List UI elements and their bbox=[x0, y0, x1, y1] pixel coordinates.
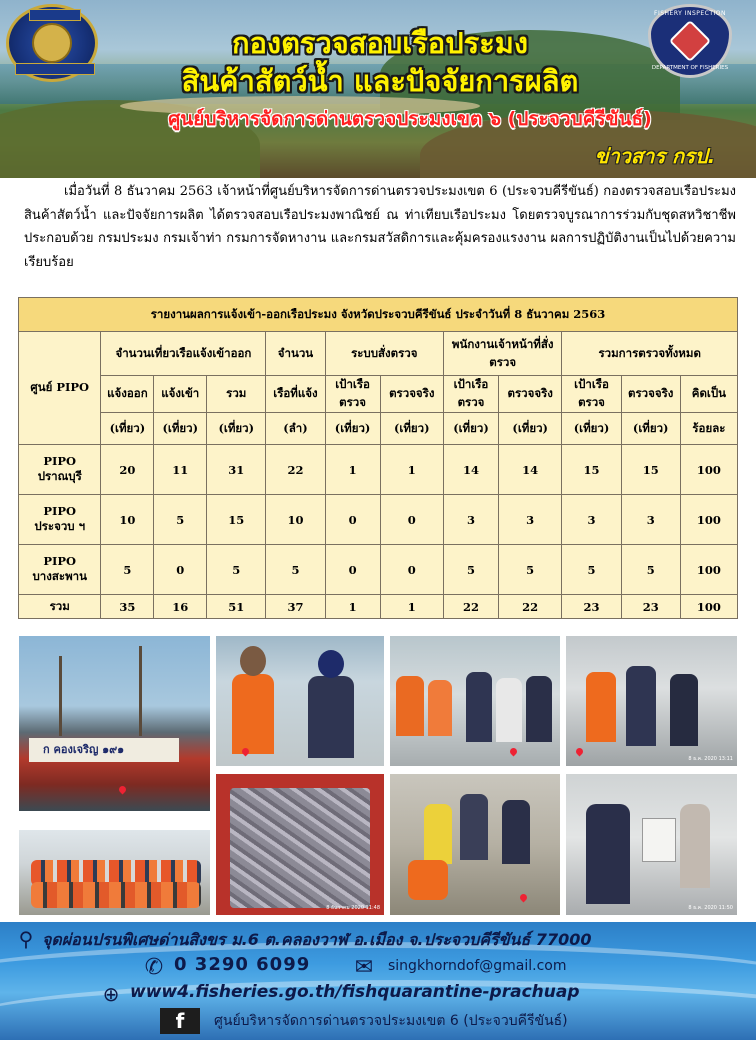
life-jacket bbox=[428, 680, 452, 736]
officer-cap bbox=[318, 650, 344, 678]
sub-out-header: แจ้งออก bbox=[101, 376, 154, 413]
officer-uniform bbox=[466, 672, 492, 742]
value-cell: 3 bbox=[498, 495, 561, 545]
document-sheet bbox=[642, 818, 676, 862]
unit-cell: (เที่ยว) bbox=[621, 413, 680, 445]
total-label-cell: รวม bbox=[19, 595, 101, 619]
value-cell: 1 bbox=[325, 445, 380, 495]
garuda-emblem-icon bbox=[32, 23, 72, 63]
value-cell: 100 bbox=[680, 495, 737, 545]
table-row bbox=[19, 545, 738, 595]
officer-uniform bbox=[670, 674, 698, 746]
value-cell: 5 bbox=[498, 545, 561, 595]
value-cell: 5 bbox=[444, 545, 499, 595]
title-line-2: สินค้าสัตว์น้ำ และปัจจัยการผลิต bbox=[181, 64, 579, 98]
life-jacket bbox=[424, 804, 452, 864]
photo-inspection-3 bbox=[566, 636, 737, 766]
unit-cell: (เที่ยว) bbox=[380, 413, 443, 445]
table-total-row bbox=[19, 595, 738, 619]
officer-uniform bbox=[526, 676, 552, 742]
subtitle: ศูนย์บริหารจัดการด่านตรวจประมงเขต ๖ (ประจวบคีรีขันธ์) bbox=[168, 108, 652, 130]
value-cell: 11 bbox=[154, 445, 207, 495]
header-banner bbox=[0, 0, 756, 178]
value-cell: 23 bbox=[562, 595, 621, 619]
sub-sum-header: รวม bbox=[207, 376, 266, 413]
intro-paragraph: เมื่อวันที่ 8 ธันวาคม 2563 เจ้าหน้าที่ศูนย์บริหารจัดการด่านตรวจประมงเขต 6 (ประจวบคีรีขันธ์) กองตรวจสอบเรือประมง สินค้าสัตว์น้ำ และปัจจัยการผลิต ได้ตรวจสอบเรือประมงพาณิชย์ ณ ท่าเทียบเรือประมง โดยตรวจบูรณาการร่วมกับชุดสหวิชาชีพ ประกอบด้วย กรมประมง กรมเจ้าท่า กรมการจัดหางาน และกรมสวัสดิการและคุ้มครองแรงงาน ผลการปฏิบัติงานเป็นไปด้วยความเรียบร้อย bbox=[24, 184, 736, 270]
value-cell: 37 bbox=[266, 595, 325, 619]
report-table bbox=[18, 297, 738, 619]
photo-inspection-5 bbox=[566, 774, 737, 915]
photo-fishing-boat bbox=[19, 636, 210, 811]
globe-icon: ⊕ bbox=[102, 982, 120, 1006]
value-cell: 3 bbox=[444, 495, 499, 545]
value-cell: 15 bbox=[207, 495, 266, 545]
life-jacket bbox=[232, 674, 274, 754]
group-total-header: รวมการตรวจทั้งหมด bbox=[562, 332, 738, 376]
badge-star-icon bbox=[669, 20, 711, 62]
photo-worker-group bbox=[19, 830, 210, 915]
sub-target-header: เป้าเรือ ตรวจ bbox=[325, 376, 380, 413]
unit-cell: (ลำ) bbox=[266, 413, 325, 445]
life-jacket bbox=[586, 672, 616, 742]
photo-timestamp: 8 ธันวาคม 2020 11:48 bbox=[326, 905, 380, 911]
sub-actual-header: ตรวจจริง bbox=[621, 376, 680, 413]
officer-uniform bbox=[460, 794, 488, 860]
table-caption-row bbox=[19, 298, 738, 332]
value-cell: 100 bbox=[680, 545, 737, 595]
unit-cell: (เที่ยว) bbox=[562, 413, 621, 445]
department-of-fisheries-logo bbox=[6, 4, 98, 82]
value-cell: 100 bbox=[680, 445, 737, 495]
value-cell: 15 bbox=[562, 445, 621, 495]
center-name-cell: PIPO บางสะพาน bbox=[19, 545, 101, 595]
value-cell: 0 bbox=[154, 545, 207, 595]
value-cell: 0 bbox=[325, 545, 380, 595]
photo-timestamp: 8 ธ.ค. 2020 13:11 bbox=[688, 756, 733, 762]
boat-mast bbox=[59, 656, 62, 736]
map-pin-icon bbox=[575, 747, 585, 757]
table-caption: รายงานผลการแจ้งเข้า-ออกเรือประมง จังหวัดประจวบคีรีขันธ์ ประจำวันที่ 8 ธันวาคม 2563 bbox=[19, 298, 738, 332]
value-cell: 35 bbox=[101, 595, 154, 619]
unit-cell: (เที่ยว) bbox=[498, 413, 561, 445]
news-tag: ข่าวสาร กรป. bbox=[594, 144, 716, 168]
value-cell: 3 bbox=[562, 495, 621, 545]
boat-name: ก คองเจริญ ๑๙๑ bbox=[43, 743, 125, 756]
photo-inspection-2 bbox=[390, 636, 560, 766]
value-cell: 5 bbox=[154, 495, 207, 545]
life-jacket bbox=[396, 676, 424, 736]
boat-mast bbox=[139, 646, 142, 736]
sub-actual-header: ตรวจจริง bbox=[498, 376, 561, 413]
value-cell: 16 bbox=[154, 595, 207, 619]
person-shirt bbox=[496, 678, 522, 742]
footer-address: จุดผ่อนปรนพิเศษด่านสิงขร ม.6 ต.คลองวาฬ อ.เมือง จ.ประจวบคีรีขันธ์ 77000 bbox=[42, 930, 592, 949]
officer-uniform bbox=[502, 800, 530, 864]
value-cell: 100 bbox=[680, 595, 737, 619]
value-cell: 51 bbox=[207, 595, 266, 619]
value-cell: 5 bbox=[207, 545, 266, 595]
footer-website[interactable]: www4.fisheries.go.th/fishquarantine-prachuap bbox=[130, 982, 580, 1002]
value-cell: 23 bbox=[621, 595, 680, 619]
value-cell: 15 bbox=[621, 445, 680, 495]
unit-cell: (เที่ยว) bbox=[207, 413, 266, 445]
photo-inspection-1 bbox=[216, 636, 384, 766]
col-center-header: ศูนย์ PIPO bbox=[19, 332, 101, 445]
group-officer-header: พนักงานเจ้าหน้าที่สั่งตรวจ bbox=[444, 332, 562, 376]
value-cell: 0 bbox=[380, 545, 443, 595]
map-pin-icon bbox=[509, 747, 519, 757]
photo-inspection-4 bbox=[390, 774, 560, 915]
value-cell: 5 bbox=[101, 545, 154, 595]
group-count-header: จำนวน bbox=[266, 332, 325, 376]
table-row bbox=[19, 495, 738, 545]
group-system-header: ระบบสั่งตรวจ bbox=[325, 332, 443, 376]
footer-email[interactable]: singkhorndof@gmail.com bbox=[388, 958, 567, 974]
email-icon: ✉ bbox=[354, 954, 374, 980]
officer-uniform bbox=[626, 666, 656, 746]
value-cell: 1 bbox=[325, 595, 380, 619]
fishery-inspection-logo bbox=[648, 4, 732, 78]
map-pin-icon bbox=[519, 893, 529, 903]
person-head bbox=[240, 646, 266, 676]
sub-target-header: เป้าเรือ ตรวจ bbox=[562, 376, 621, 413]
phone-icon: ✆ bbox=[144, 954, 164, 980]
unit-cell: (เที่ยว) bbox=[101, 413, 154, 445]
title-line-1: กองตรวจสอบเรือประมง bbox=[231, 26, 529, 60]
value-cell: 14 bbox=[444, 445, 499, 495]
unit-cell: (เที่ยว) bbox=[154, 413, 207, 445]
crew-row bbox=[31, 882, 201, 908]
photo-fish-hold bbox=[216, 774, 384, 915]
table-unit-row bbox=[19, 413, 738, 445]
value-cell: 14 bbox=[498, 445, 561, 495]
contact-footer bbox=[0, 922, 756, 1040]
person-shirt bbox=[680, 804, 710, 888]
footer-facebook[interactable]: ศูนย์บริหารจัดการด่านตรวจประมงเขต 6 (ประจวบคีรีขันธ์) bbox=[214, 1013, 568, 1029]
sub-in-header: แจ้งเข้า bbox=[154, 376, 207, 413]
value-cell: 5 bbox=[562, 545, 621, 595]
officer-uniform bbox=[586, 804, 630, 904]
value-cell: 1 bbox=[380, 445, 443, 495]
unit-cell: (เที่ยว) bbox=[325, 413, 380, 445]
map-pin-icon: ⚲ bbox=[18, 927, 34, 951]
value-cell: 20 bbox=[101, 445, 154, 495]
officer-uniform bbox=[308, 676, 354, 758]
unit-cell: ร้อยละ bbox=[680, 413, 737, 445]
photo-timestamp: 8 ธ.ค. 2020 11:50 bbox=[688, 905, 733, 911]
value-cell: 5 bbox=[621, 545, 680, 595]
value-cell: 31 bbox=[207, 445, 266, 495]
value-cell: 10 bbox=[101, 495, 154, 545]
value-cell: 22 bbox=[266, 445, 325, 495]
value-cell: 3 bbox=[621, 495, 680, 545]
sub-percent-header: คิดเป็น bbox=[680, 376, 737, 413]
value-cell: 1 bbox=[380, 595, 443, 619]
sub-vessels-header: เรือที่แจ้ง bbox=[266, 376, 325, 413]
footer-phone: 0 3290 6099 bbox=[174, 954, 311, 975]
center-name-cell: PIPO ประจวบ ฯ bbox=[19, 495, 101, 545]
value-cell: 22 bbox=[498, 595, 561, 619]
value-cell: 0 bbox=[325, 495, 380, 545]
center-name-cell: PIPO ปราณบุรี bbox=[19, 445, 101, 495]
logo-text-top: FISHERY INSPECTION bbox=[654, 10, 726, 17]
value-cell: 0 bbox=[380, 495, 443, 545]
value-cell: 10 bbox=[266, 495, 325, 545]
map-pin-icon bbox=[118, 785, 128, 795]
table-row bbox=[19, 445, 738, 495]
sub-actual-header: ตรวจจริง bbox=[380, 376, 443, 413]
value-cell: 22 bbox=[444, 595, 499, 619]
facebook-icon[interactable]: f bbox=[160, 1008, 200, 1034]
life-jacket bbox=[408, 860, 448, 900]
sub-target-header: เป้าเรือ ตรวจ bbox=[444, 376, 499, 413]
value-cell: 5 bbox=[266, 545, 325, 595]
group-trips-header: จำนวนเที่ยวเรือแจ้งเข้าออก bbox=[101, 332, 266, 376]
logo-text-bottom: DEPARTMENT OF FISHERIES bbox=[651, 65, 729, 71]
unit-cell: (เที่ยว) bbox=[444, 413, 499, 445]
table-header-row bbox=[19, 332, 738, 376]
fish-catch bbox=[230, 788, 370, 908]
table-header-row bbox=[19, 376, 738, 413]
